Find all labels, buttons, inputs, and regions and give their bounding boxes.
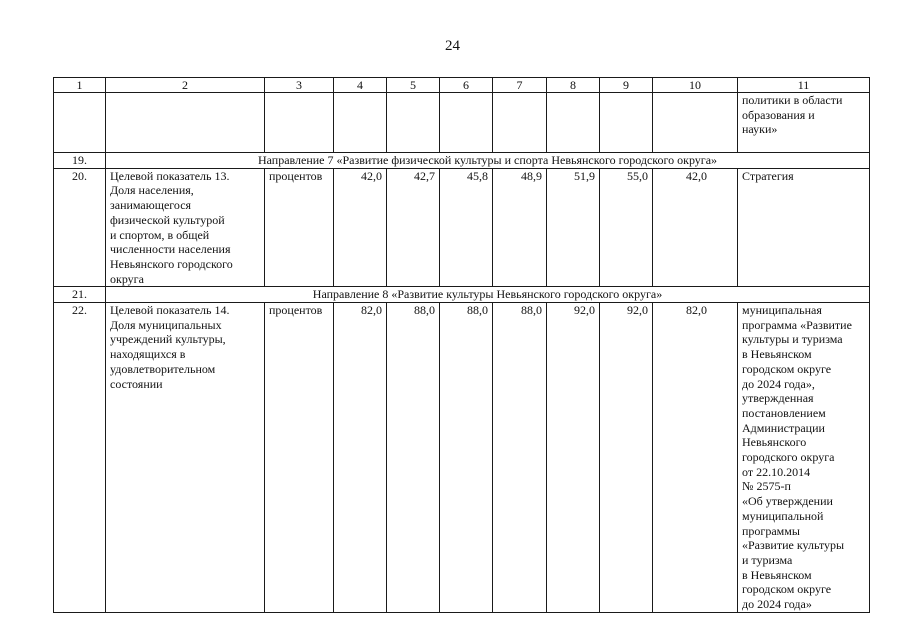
table-row [54,303,870,613]
source-cell: политики в области образования и науки» [738,93,870,153]
empty-cell [600,93,653,153]
value-cell: 42,7 [387,168,440,287]
value-cell: 88,0 [387,303,440,613]
indicator-name: Целевой показатель 13. Доля населения, занимающегося физической культурой и спортом, в общей численности населения Невьянского городского округа [106,168,265,287]
value-cell: 42,0 [334,168,387,287]
value-cell: 82,0 [653,303,738,613]
column-number: 5 [387,78,440,93]
unit-cell: процентов [265,303,334,613]
empty-cell [547,93,600,153]
value-cell: 88,0 [440,303,493,613]
column-number: 9 [600,78,653,93]
section-row [54,287,870,303]
column-number: 4 [334,78,387,93]
column-number: 6 [440,78,493,93]
value-cell: 42,0 [653,168,738,287]
column-number: 3 [265,78,334,93]
value-cell: 51,9 [547,168,600,287]
value-cell: 48,9 [493,168,547,287]
continuation-row [54,93,870,153]
unit-cell: процентов [265,168,334,287]
column-number: 11 [738,78,870,93]
empty-cell [54,93,106,153]
indicators-table [53,77,870,613]
empty-cell [493,93,547,153]
section-title: Направление 8 «Развитие культуры Невьянского городского округа» [106,287,870,303]
page-number: 24 [445,38,460,54]
source-cell: Стратегия [738,168,870,287]
value-cell: 55,0 [600,168,653,287]
value-cell: 92,0 [547,303,600,613]
value-cell: 92,0 [600,303,653,613]
section-row [54,153,870,169]
row-number: 20. [54,168,106,287]
section-title: Направление 7 «Развитие физической культуры и спорта Невьянского городского округа» [106,153,870,169]
row-number: 22. [54,303,106,613]
column-number: 1 [54,78,106,93]
value-cell: 45,8 [440,168,493,287]
column-number: 7 [493,78,547,93]
empty-cell [265,93,334,153]
value-cell: 82,0 [334,303,387,613]
empty-cell [440,93,493,153]
column-number: 10 [653,78,738,93]
empty-cell [106,93,265,153]
empty-cell [387,93,440,153]
empty-cell [334,93,387,153]
indicator-name: Целевой показатель 14. Доля муниципальных учреждений культуры, находящихся в удовлетворительном состоянии [106,303,265,613]
column-number: 8 [547,78,600,93]
table-row [54,168,870,287]
column-number-row [54,78,870,93]
column-number: 2 [106,78,265,93]
row-number: 19. [54,153,106,169]
value-cell: 88,0 [493,303,547,613]
row-number: 21. [54,287,106,303]
source-cell: муниципальная программа «Развитие культуры и туризма в Невьянском городском округе до 2024 года», утвержденная постановлением Администрации Невьянского городского округа от 22.10.2014 № 2575-п «Об утверждении муниципальной программы «Развитие культуры и туризма в Невьянском городском округе до 2024 года» [738,303,870,613]
empty-cell [653,93,738,153]
